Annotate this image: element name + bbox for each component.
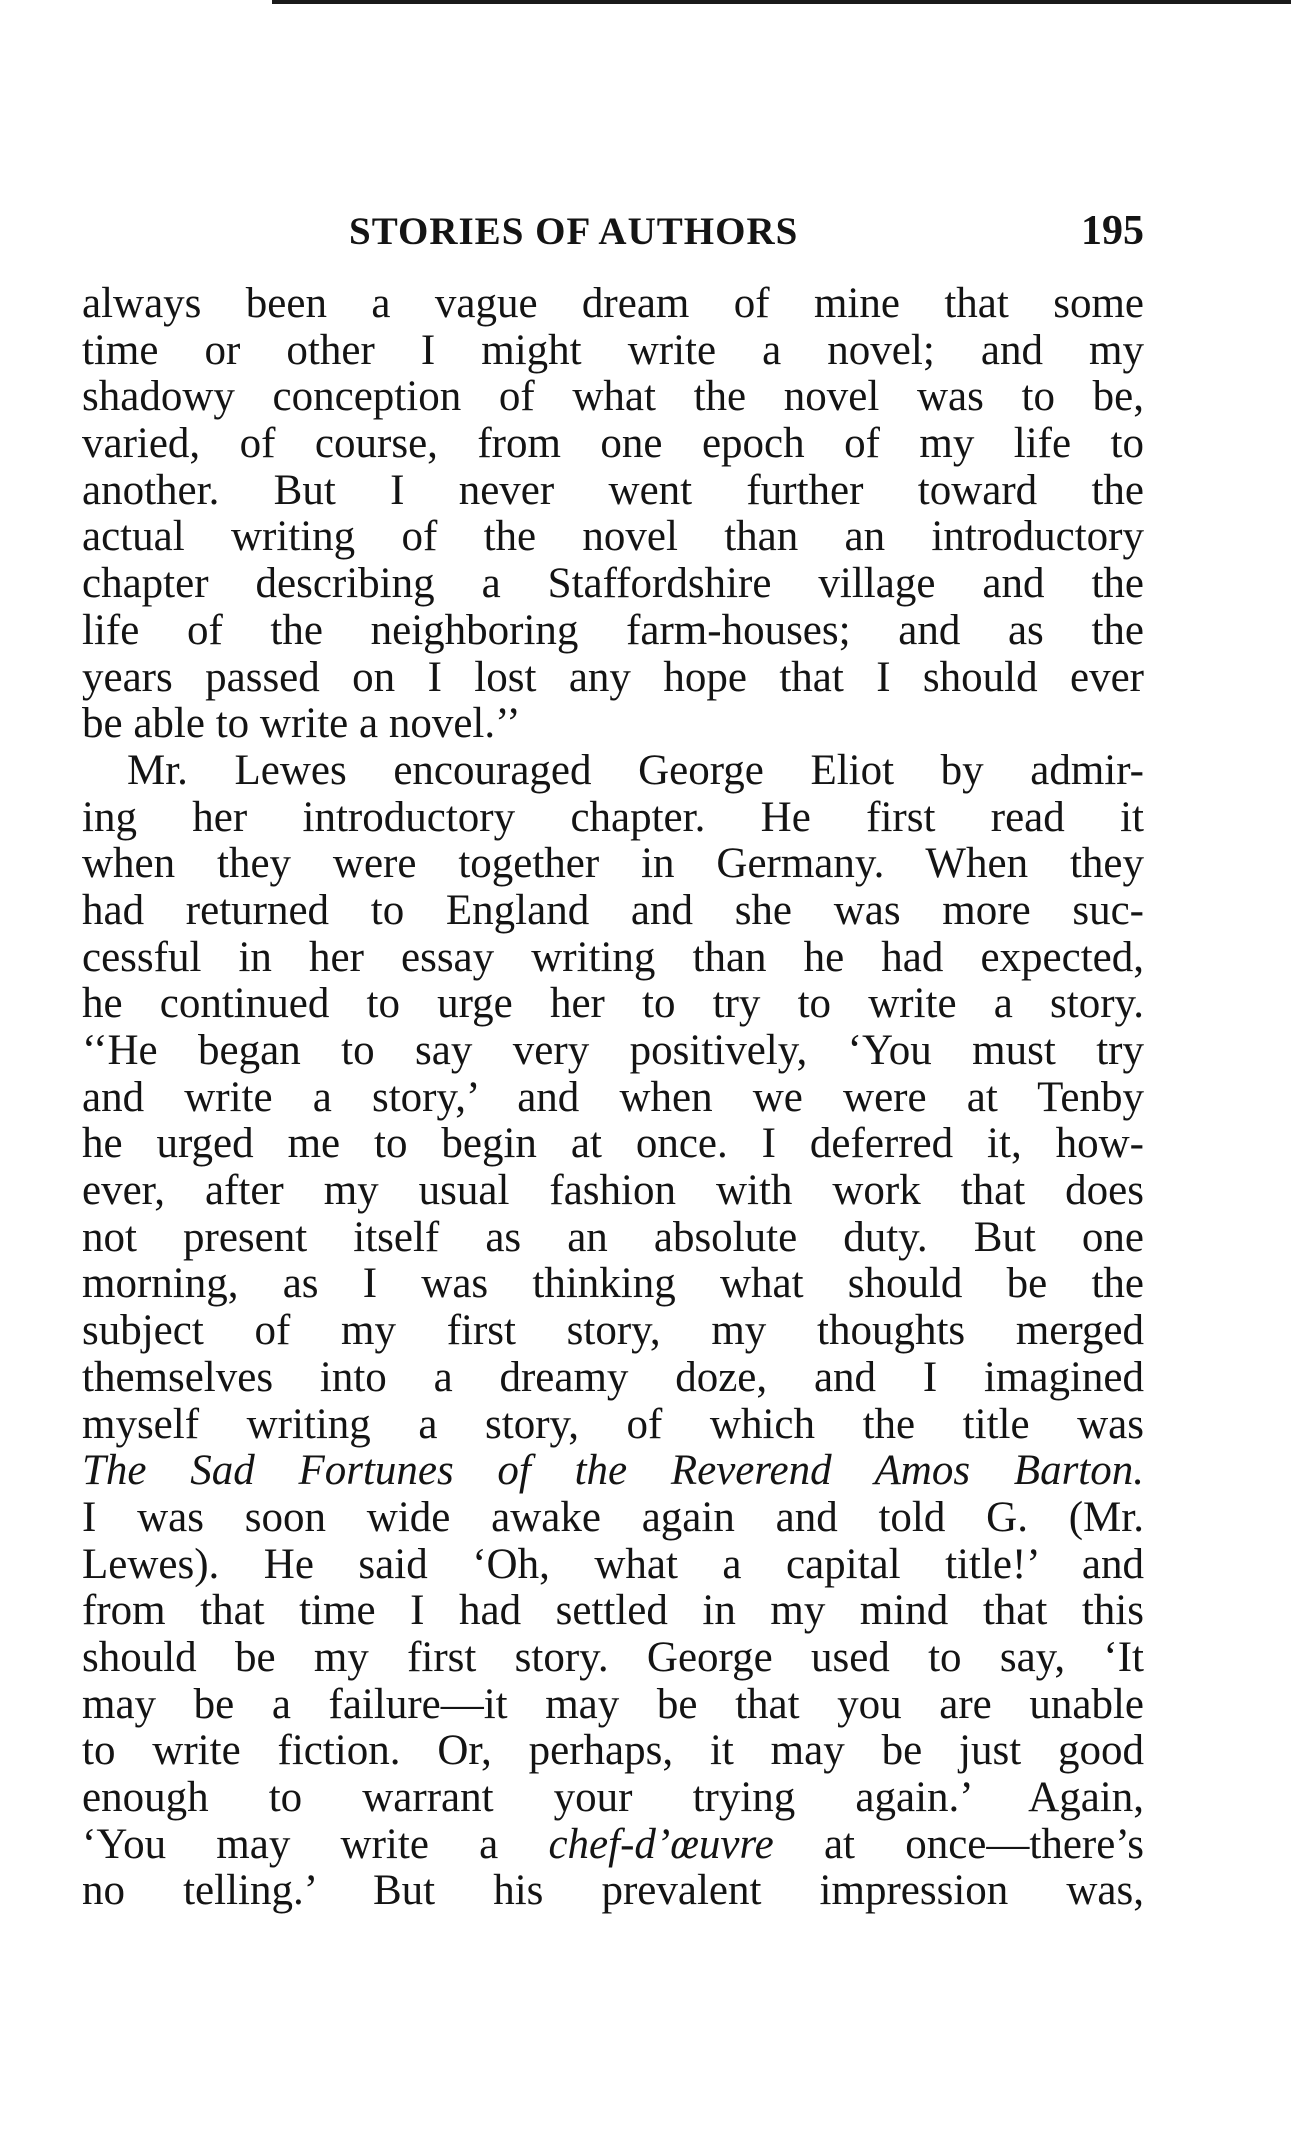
text-line: chapter describing a Staffordshire village and the (82, 561, 1144, 608)
line-text-after: at once—there’s (773, 1821, 1144, 1868)
paragraph-start-line: Mr. Lewes encouraged George Eliot by admir- (127, 747, 1144, 794)
body-text (82, 281, 1144, 1915)
italic-book-title-line: The Sad Fortunes of the Reverend Amos Barton. (82, 1448, 1144, 1495)
text-line: had returned to England and she was more suc- (82, 887, 1144, 934)
text-line-with-italic (82, 1822, 1144, 1869)
text-line: another. But I never went further toward the (82, 467, 1144, 514)
text-line: years passed on I lost any hope that I should ever (82, 654, 1144, 701)
text-line: he continued to urge her to try to write a story. (82, 981, 1144, 1028)
text-line: may be a failure—it may be that you are unable (82, 1681, 1144, 1728)
running-head (84, 203, 1144, 263)
text-line: time or other I might write a novel; and my (82, 327, 1144, 374)
text-line: to write fiction. Or, perhaps, it may be just good (82, 1728, 1144, 1775)
text-line: life of the neighboring farm-houses; and as the (82, 607, 1144, 654)
text-line: actual writing of the novel than an introductory (82, 514, 1144, 561)
paragraph-end-line: be able to write a novel.’’ (82, 701, 521, 748)
text-line: always been a vague dream of mine that some (82, 281, 1144, 327)
text-line: no telling.’ But his prevalent impression was, (82, 1868, 1144, 1915)
top-rule (272, 0, 1291, 4)
text-line: not present itself as an absolute duty. But one (82, 1214, 1144, 1261)
text-line: ing her introductory chapter. He first read it (82, 794, 1144, 841)
text-line: myself writing a story, of which the title was (82, 1401, 1144, 1448)
text-line: when they were together in Germany. When they (82, 841, 1144, 888)
text-line: Lewes). He said ‘Oh, what a capital title!’ and (82, 1541, 1144, 1588)
text-line: ever, after my usual fashion with work that does (82, 1168, 1144, 1215)
italic-phrase: chef-d’œuvre (548, 1821, 774, 1868)
text-line: should be my first story. George used to say, ‘It (82, 1634, 1144, 1681)
text-line: cessful in her essay writing than he had expected, (82, 934, 1144, 981)
text-line: from that time I had settled in my mind that this (82, 1588, 1144, 1635)
text-line: varied, of course, from one epoch of my life to (82, 421, 1144, 468)
running-head-title: STORIES OF AUTHORS (349, 210, 799, 253)
text-line: he urged me to begin at once. I deferred it, how- (82, 1121, 1144, 1168)
text-line: enough to warrant your trying again.’ Again, (82, 1775, 1144, 1821)
text-line: subject of my first story, my thoughts merged (82, 1308, 1144, 1355)
text-line: and write a story,’ and when we were at Tenby (82, 1074, 1144, 1121)
line-text-before: ‘You may write a (82, 1821, 549, 1868)
text-line: I was soon wide awake again and told G. (Mr. (82, 1494, 1144, 1541)
text-line: ‘‘He began to say very positively, ‘You must try (82, 1028, 1144, 1074)
text-line: morning, as I was thinking what should be the (82, 1261, 1144, 1308)
text-line: themselves into a dreamy doze, and I imagined (82, 1354, 1144, 1401)
page-number: 195 (1081, 208, 1144, 254)
text-line: shadowy conception of what the novel was to be, (82, 374, 1144, 421)
